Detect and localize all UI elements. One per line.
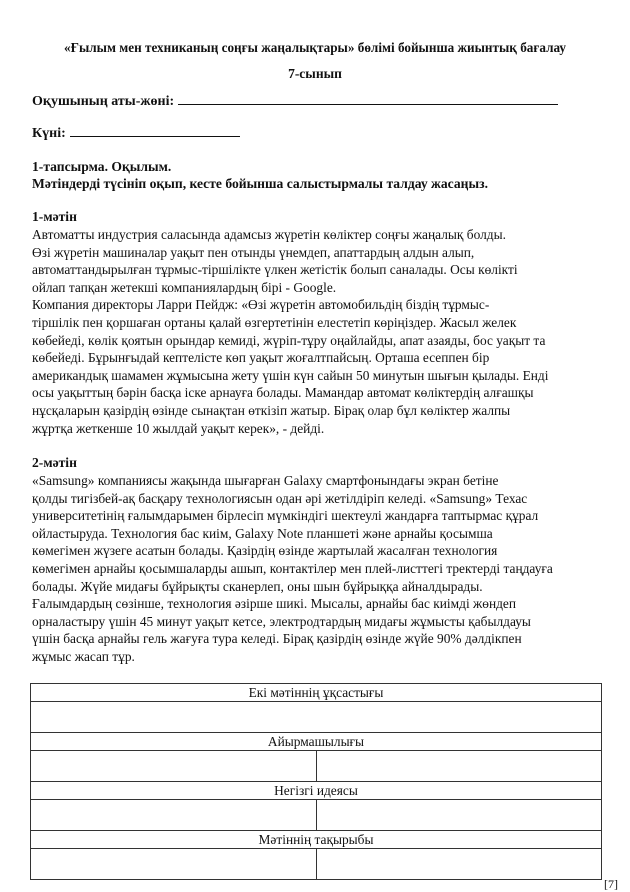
table-header-topic: Мәтіннің тақырыбы xyxy=(31,831,602,849)
text2-line: болады. Жүйе мидағы бұйрықты сканерлеп, оны шын бұйрыққа айналдырады. xyxy=(32,578,483,594)
text1-line: американдық шамамен жұмысына жету үшін күн сайын 50 минутын шығын қылады. Енді xyxy=(32,367,549,383)
date-label: Күні: xyxy=(32,126,66,141)
difference-answer-cell-text2[interactable] xyxy=(316,751,602,782)
text2-line: жұмыс жасап тұр. xyxy=(32,648,135,664)
table-row xyxy=(31,800,602,831)
text1-line: ойлап тапқан жетекші компаниялардың бірі - Google. xyxy=(32,279,337,295)
text1-line: автоматтандырылған тұрмыс-тіршілікте үлкен жетістік болып саналады. Осы көлікті xyxy=(32,262,518,278)
text1-line: көбейеді. Бұрынғыдай кептелісте көп уақыт жоғалтпайсың. Орташа есеппен бір xyxy=(32,350,490,366)
similarity-answer-cell[interactable] xyxy=(31,702,602,733)
table-row xyxy=(31,782,602,800)
text2-line: көмегімен жүзеге асатын болады. Қазірдің өзінде жартылай жасалған технология xyxy=(32,543,498,559)
text1-heading: 1-мәтін xyxy=(32,209,77,224)
text2-line: университетінің ғалымдарымен бірлесіп мүмкіндігі шектеулі жандарға таптырмас құрал xyxy=(32,508,539,524)
text2-heading: 2-мәтін xyxy=(32,455,77,470)
task-instruction: Мәтіндерді түсініп оқып, кесте бойынша салыстырмалы талдау жасаңыз. xyxy=(32,176,488,191)
table-header-difference: Айырмашылығы xyxy=(31,733,602,751)
text1-line: Автоматты индустрия саласында адамсыз жүретін көліктер соңғы жаңалық болды. xyxy=(32,227,506,242)
table-row xyxy=(31,849,602,880)
text1-line: көбейеді, көлік қоятын орындар кемиді, жүріп-тұру оңайлайды, апат азаяды, бос уақыт та xyxy=(32,332,546,348)
difference-answer-cell-text1[interactable] xyxy=(31,751,317,782)
text1-line: тіршілік пен қоршаған ортаны қалай өзгертетінін елестетіп көріңіздер. Жасыл желек xyxy=(32,314,517,330)
table-header-main-idea: Негізгі идеясы xyxy=(31,782,602,800)
date-field xyxy=(32,124,240,142)
text2-body xyxy=(32,472,604,666)
worksheet-title: «Ғылым мен техниканың соңғы жаңалықтары» бөлімі бойынша жиынтық бағалау xyxy=(63,40,566,55)
main-idea-answer-cell-text1[interactable] xyxy=(31,800,317,831)
table-row xyxy=(31,751,602,782)
table-row xyxy=(31,702,602,733)
student-name-blank[interactable] xyxy=(178,92,558,105)
text2-line: ойластыруда. Технология бас киім, Galaxy Note планшеті және арнайы қосымша xyxy=(32,525,493,541)
text1-line: осы уақыттың бәрін басқа іске арнауға болады. Мамандар автомат көліктердің алғашқы xyxy=(32,385,534,401)
table-row xyxy=(31,684,602,702)
table-header-similarity: Екі мәтіннің ұқсастығы xyxy=(31,684,602,702)
table-row xyxy=(31,831,602,849)
page-mark: [7] xyxy=(604,877,618,891)
table-row xyxy=(31,733,602,751)
task-block xyxy=(32,158,488,192)
text1-line: жұртқа жеткенше 10 жылдай уақыт керек», - дейді. xyxy=(32,420,325,436)
text2-line: «Samsung» компаниясы жақында шығарған Galaxy смартфонындағы экран бетіне xyxy=(32,473,499,488)
task-title: 1-тапсырма. Оқылым. xyxy=(32,159,172,174)
text1-line: нұсқаларын қазірдің өзінде сынақтан өткізіп жатыр. Бірақ олар бұл көліктер жалпы xyxy=(32,402,511,418)
grade-label: 7-сынып xyxy=(288,66,342,81)
text2-line: Ғалымдардың сөзінше, технология әзірше шикі. Мысалы, арнайы бас киімді жөндеп xyxy=(32,596,517,612)
topic-answer-cell-text1[interactable] xyxy=(31,849,317,880)
text1-line: Компания директоры Ларри Пейдж: «Өзі жүретін автомобильдің біздің тұрмыс- xyxy=(32,297,490,313)
comparison-table xyxy=(30,683,602,880)
text2-line: көмегімен арнайы қосымшаларды ашып, контактілер мен плей-листтегі тректерді таңдауға xyxy=(32,560,553,576)
text2-line: қолды тигізбей-ақ басқару технологиясын одан әрі жетілдіріп келеді. «Samsung» Техас xyxy=(32,490,528,506)
date-blank[interactable] xyxy=(70,124,240,137)
text2-line: орналастыру үшін 45 минут уақыт кетсе, электродтардың мидағы жұмысты қабылдауы xyxy=(32,613,531,629)
student-name-field xyxy=(32,92,558,110)
topic-answer-cell-text2[interactable] xyxy=(316,849,602,880)
text1-line: Өзі жүретін машиналар уақыт пен отынды үнемдеп, апаттардың алдын алып, xyxy=(32,244,475,260)
student-name-label: Оқушының аты-жөні: xyxy=(32,94,175,109)
text1-body xyxy=(32,226,604,437)
main-idea-answer-cell-text2[interactable] xyxy=(316,800,602,831)
text2-line: үшін басқа арнайы гель жағуға тура келеді. Бірақ қазірдің өзінде жүйе 90% дәлдікпен xyxy=(32,631,522,647)
